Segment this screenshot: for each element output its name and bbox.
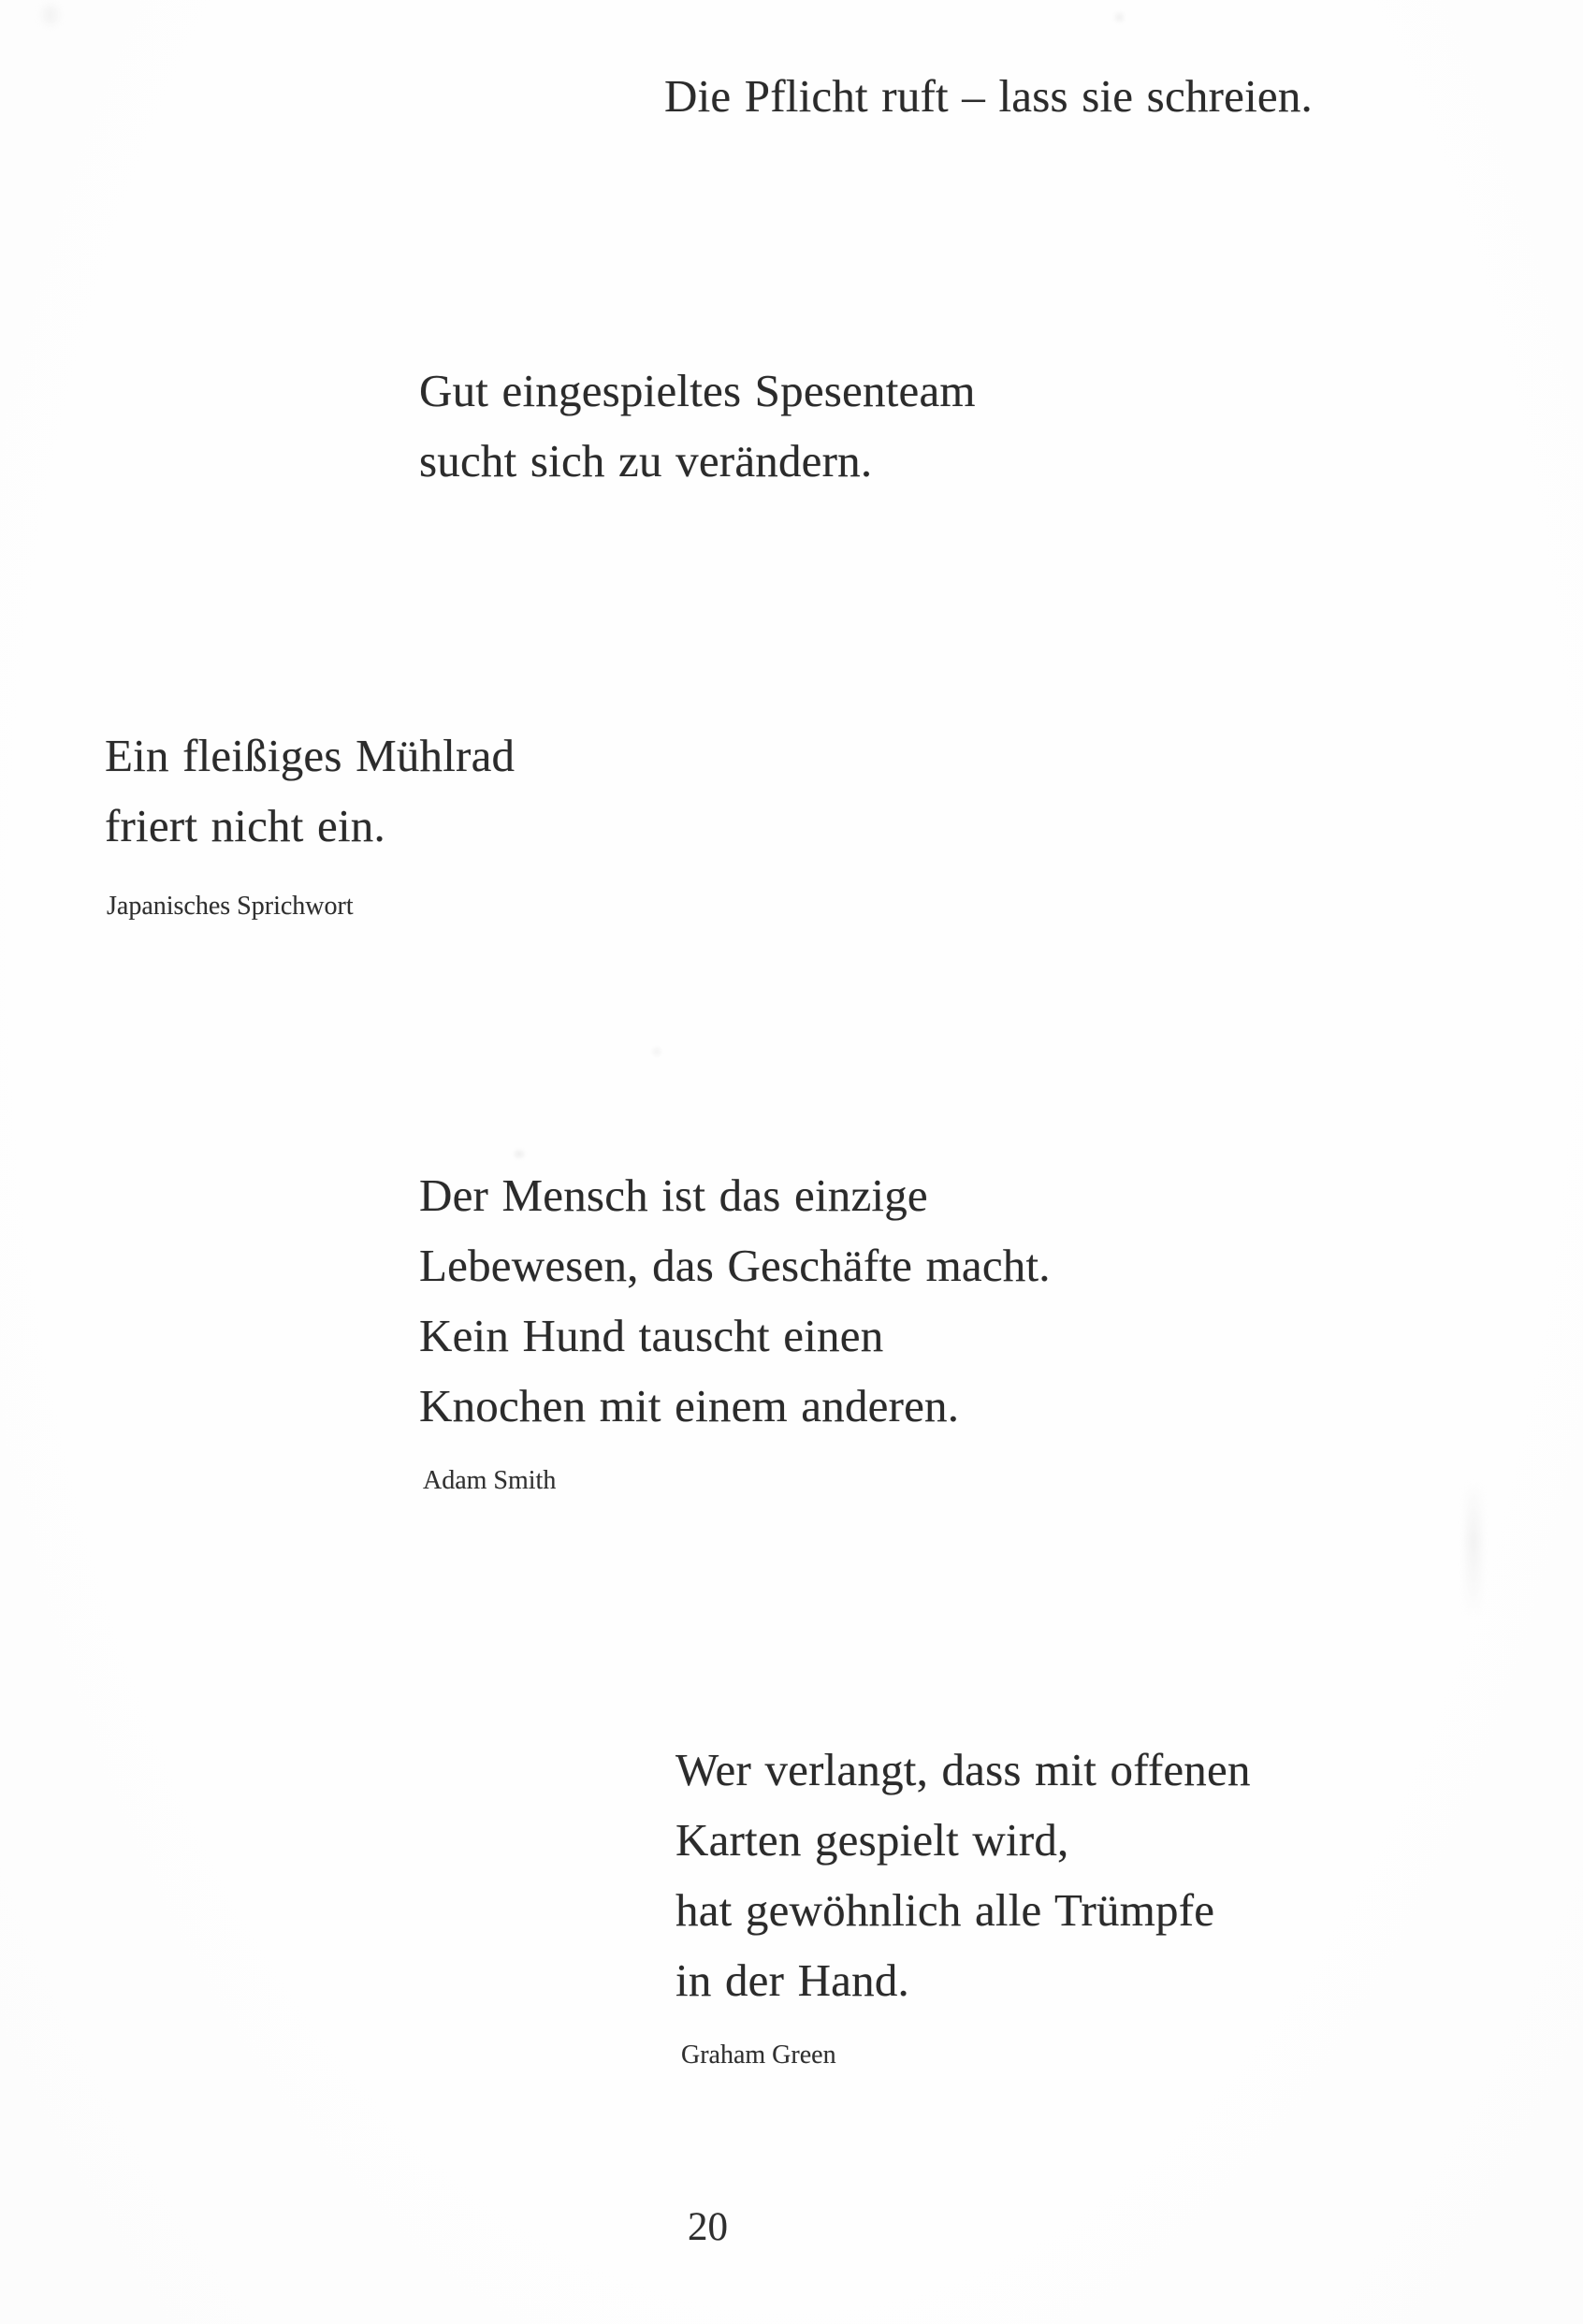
- quote-die-pflicht: [664, 61, 1313, 131]
- attribution-graham-green: Graham Green: [681, 2041, 836, 2070]
- attribution-adam-smith: Adam Smith: [423, 1466, 557, 1495]
- quote-line: Der Mensch ist das einzige: [419, 1169, 928, 1221]
- quote-adam-smith: [419, 1160, 1051, 1441]
- quote-line: sucht sich zu verändern.: [419, 435, 873, 487]
- quote-line: friert nicht ein.: [105, 800, 385, 851]
- quote-line: in der Hand.: [675, 1954, 909, 2006]
- attribution-japanisches-sprichwort: Japanisches Sprichwort: [107, 892, 354, 921]
- quote-muehlrad: [105, 720, 515, 861]
- quote-line: hat gewöhnlich alle Trümpfe: [675, 1884, 1215, 1936]
- quote-line: Wer verlangt, dass mit offenen: [675, 1744, 1251, 1795]
- scan-artifact: [653, 1048, 661, 1055]
- scan-artifact: [1467, 1483, 1480, 1614]
- scan-artifact: [1115, 13, 1124, 22]
- quote-graham-green: [675, 1735, 1251, 2015]
- scan-artifact: [43, 6, 58, 24]
- quote-line: Gut eingespieltes Spesenteam: [419, 365, 976, 416]
- page-number: 20: [688, 2205, 728, 2249]
- scan-artifact: [515, 1151, 524, 1157]
- quote-spesenteam: [419, 356, 976, 496]
- quote-line: Kein Hund tauscht einen: [419, 1310, 884, 1361]
- quote-line: Ein fleißiges Mühlrad: [105, 730, 516, 781]
- quote-line: Lebewesen, das Geschäfte macht.: [419, 1240, 1051, 1291]
- quote-line: Die Pflicht ruft – lass sie schreien.: [664, 70, 1313, 122]
- quote-line: Karten gespielt wird,: [675, 1814, 1069, 1866]
- quote-line: Knochen mit einem anderen.: [419, 1380, 960, 1431]
